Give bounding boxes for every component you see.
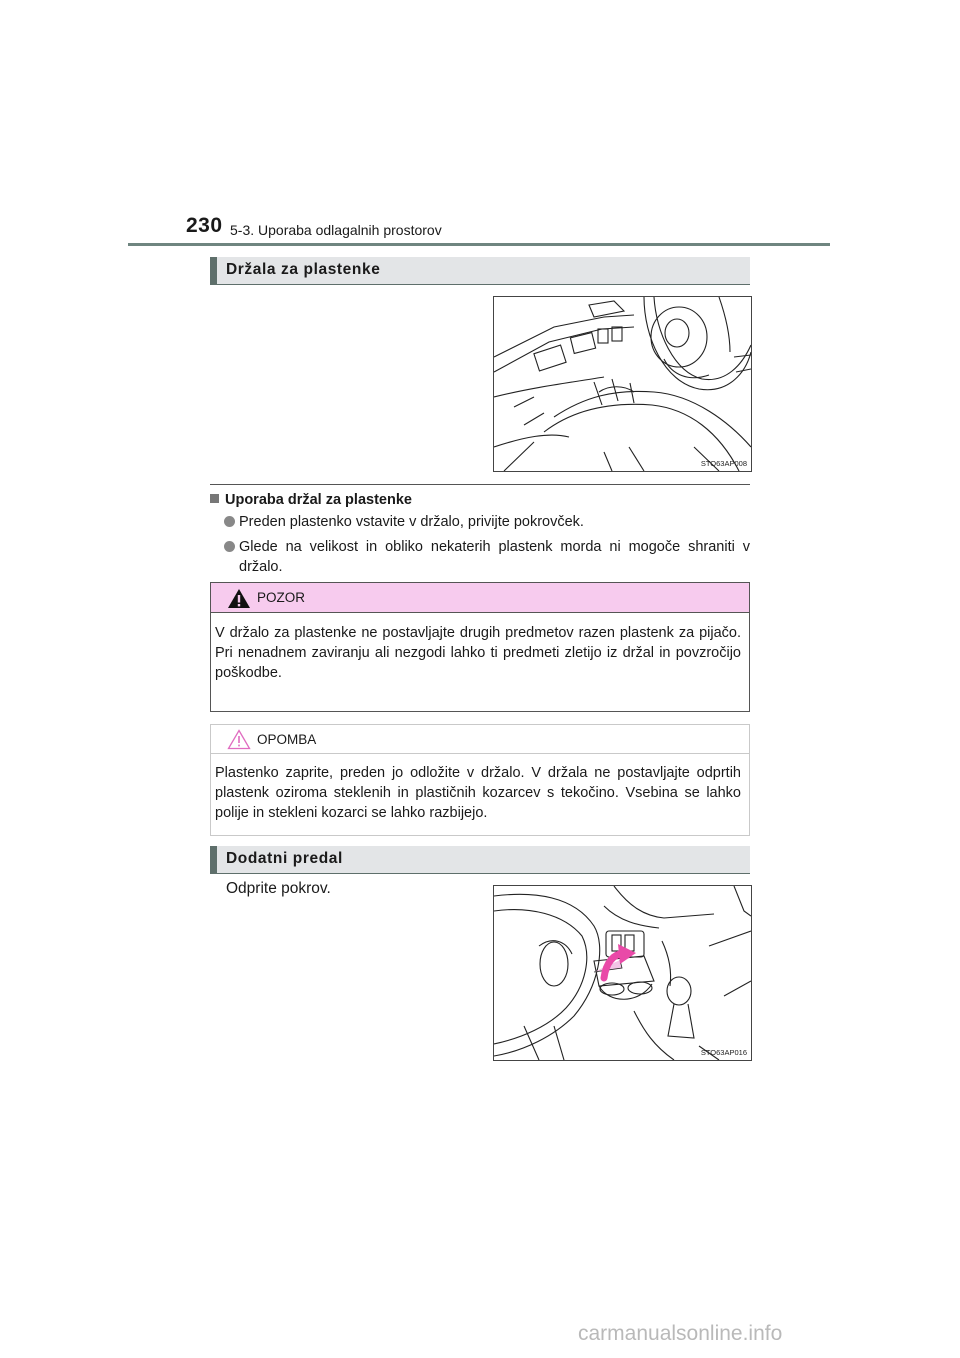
subheading <box>210 492 412 508</box>
notice-label: OPOMBA <box>257 732 317 747</box>
watermark: carmanualsonline.info <box>578 1322 783 1345</box>
section-title: Dodatni predal <box>226 850 343 867</box>
gray-circle-bullet-icon <box>224 516 235 527</box>
notice-box <box>210 724 750 836</box>
section-path: 5-3. Uporaba odlagalnih prostorov <box>230 222 442 238</box>
page-number: 230 <box>186 214 223 237</box>
figure-bottle-holder-illustration <box>493 296 752 472</box>
bullet-item <box>224 537 750 577</box>
subsection-rule <box>210 484 750 485</box>
bullet-text: Glede na velikost in obliko nekaterih plastenk morda ni mogoče shraniti v držalo. <box>239 539 750 575</box>
figure-auxiliary-box-illustration <box>493 885 752 1061</box>
caution-header <box>211 583 749 613</box>
section-accent <box>210 846 217 873</box>
figure-code: STO63AP008 <box>700 459 747 468</box>
section-header-auxiliary-box <box>210 846 750 874</box>
bullet-item <box>224 512 750 532</box>
instruction-text: Odprite pokrov. <box>226 880 331 897</box>
section-title: Držala za plastenke <box>226 261 381 278</box>
bottle-holder-drawing <box>494 297 751 471</box>
gray-square-icon <box>210 494 219 503</box>
figure-code: STO63AP016 <box>700 1048 747 1057</box>
caution-label: POZOR <box>257 590 306 605</box>
header-rule <box>128 243 830 246</box>
auxiliary-box-drawing <box>494 886 751 1060</box>
section-header-bottle-holders <box>210 257 750 285</box>
gray-circle-bullet-icon <box>224 541 235 552</box>
section-accent <box>210 257 217 284</box>
notice-header <box>211 725 749 754</box>
bullet-text: Preden plastenko vstavite v držalo, privijte pokrovček. <box>239 514 584 530</box>
subheading-text: Uporaba držal za plastenke <box>225 492 412 508</box>
caution-box <box>210 582 750 712</box>
caution-text: V držalo za plastenke ne postavljajte drugih predmetov razen plastenk za pijačo. Pri nenadnem zaviranju ali nezgodi lahko ti predmeti zletijo iz držal in povzročijo poškodbe. <box>215 625 741 681</box>
warning-triangle-filled-icon <box>227 588 251 609</box>
warning-triangle-outline-icon <box>227 729 251 750</box>
notice-text: Plastenko zaprite, preden jo odložite v držalo. V držala ne postavljajte odprtih plastenk oziroma steklenih in plastičnih kozarcev s tekočino. Vsebina se lahko polije in stekleni kozarci se lahko razbijejo. <box>215 765 741 821</box>
